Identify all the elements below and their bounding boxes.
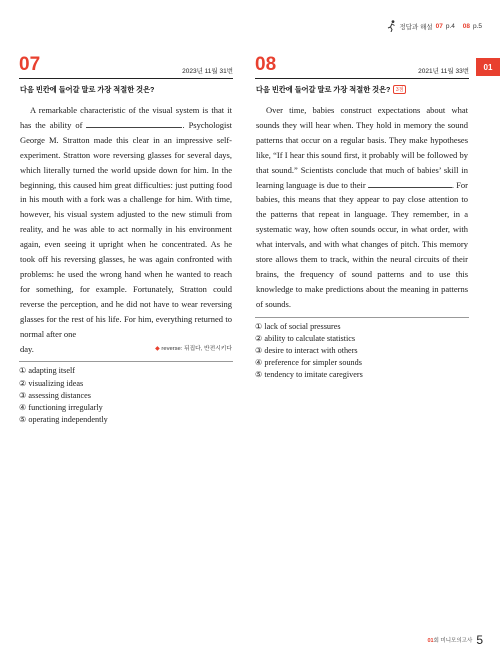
passage-line: caused him great difficulties: just putting food in his: [20, 179, 232, 205]
choice-1[interactable]: ① lack of social pressures: [255, 321, 341, 331]
passage-line: hear this sound first, it probably will be followed: [289, 149, 458, 160]
footer-brand: [427, 636, 472, 644]
passage-line: what sounds they will hear when. They hold: [256, 105, 469, 130]
passage-line: in memory the sound patterns that occur on a: [256, 119, 468, 145]
gloss-text: reverse: 뒤집다, 반전시키다: [161, 345, 232, 352]
passage-line: to track, within the neural circuits of their brains,: [256, 254, 468, 279]
passage-line: patterns that repeat in language. They remember,: [270, 209, 450, 220]
passage-line: . For babies, this: [256, 179, 469, 205]
choice-2[interactable]: ② visualizing ideas: [19, 378, 84, 388]
passage-line: in a systematic way, how often sounds occur, in: [256, 209, 468, 235]
passage-line: A remarkable characteristic of the visual system is: [30, 105, 209, 115]
passage-line: have to wear reversing glasses for the rest of his life.: [20, 298, 232, 324]
passage-line: day.: [20, 343, 34, 354]
question-08-choices: [255, 317, 469, 381]
header-page-b-num: 08: [462, 22, 470, 30]
question-08-source: 2021년 11월 33번: [418, 68, 469, 75]
question-07-passage: A remarkable characteristic of the visual system is that it has the ability of . Psychologist George M. Stratton made this clear in an impressive self-experiment. Stratton wore reversing glasses for several days, which literally turned the world upside down for him. In the beginning, this caused him great difficulties: just putting food in his mouth with a fork was a challenge for him. With time, however, his visual system adjusted to the new stimuli from reality, and he was able to act normally in his environment again, even seeing it upright when he concentrated. As he took off his reversing glasses, he was again confronted with problems: he used the wrong hand when he wanted to reach for something, for example. Fortunately, Stratton could reverse the perception, and he did not have to wear reversing glasses for the rest of his life. For him, everything returned to normal after one day. ◆ reverse: 뒤집다, 반전시키다: [20, 103, 232, 356]
choice-2[interactable]: ② ability to calculate statistics: [255, 333, 356, 343]
question-08-header: [255, 54, 469, 79]
passage-line: time, however, his visual system adjusted to the: [20, 194, 233, 220]
passage-line: means that they appear to pay close attention to the: [256, 194, 469, 220]
page-number: 5: [476, 633, 483, 647]
choice-5[interactable]: ⑤ tendency to imitate caregivers: [255, 370, 363, 380]
passage-line: by that sound.” Scientists conclude that much: [256, 149, 469, 175]
passage-line: of babies’ skill in learning language is due to: [256, 164, 469, 190]
passage-line: what order, with what intervals, and with what: [256, 224, 469, 250]
passage-line: Psychologist George M. Stratton made this clear in an: [20, 119, 233, 145]
points-badge: 3점: [393, 85, 406, 94]
page-footer: [427, 633, 483, 647]
passage-line: problems: he used the wrong hand when he wanted: [20, 268, 202, 279]
question-07-source: 2023년 11월 31번: [182, 68, 233, 75]
header-page-b-ref: p.5: [472, 22, 482, 30]
passage-line: Over time, babies construct expectations about: [266, 105, 446, 115]
choice-1[interactable]: ① adapting itself: [19, 366, 75, 376]
passage-line: to reach for something, for example. Fortunately,: [20, 268, 233, 294]
question-08-passage: [256, 103, 468, 312]
question-08-prompt-text: 다음 빈칸에 들어갈 말로 가장 적절한 것은?: [256, 85, 391, 94]
choice-4[interactable]: ④ preference for simpler sounds: [255, 357, 362, 367]
footer-brand-num: 01: [427, 638, 434, 644]
diamond-icon: ◆: [155, 345, 160, 352]
answer-blank: [368, 187, 452, 188]
choice-3[interactable]: ③ assessing distances: [19, 390, 91, 400]
question-07-choices: [19, 361, 233, 425]
last-line-with-gloss: [20, 342, 232, 357]
passage-line: normally in his environment again, even seeing it: [20, 224, 232, 250]
passage-line: that it has the ability of: [20, 105, 232, 130]
header-page-a-ref: p.4: [445, 22, 455, 30]
passage-line: mouth with a fork was a challenge for him. With: [41, 194, 213, 205]
passage-line: glasses for several days, which literally turned the: [20, 149, 232, 175]
choice-5[interactable]: ⑤ operating independently: [19, 414, 108, 424]
question-07: [19, 54, 233, 426]
passage-line: knowledge to make predictions about the meaning in: [256, 283, 439, 294]
side-tab: 01: [476, 58, 500, 76]
footer-brand-text: 회 미니모의고사: [433, 638, 473, 644]
header-label: 정답과 해설: [399, 23, 433, 31]
runner-icon: [387, 20, 396, 32]
question-08-prompt: [256, 85, 469, 95]
passage-line: regular basis. They make hypotheses like, “If I: [256, 134, 469, 160]
header-page-a-num: 07: [435, 22, 443, 30]
passage-line: the frequency of sound patterns and to use this: [284, 268, 469, 279]
passage-line: reversing glasses, he was again confronted with: [64, 254, 232, 265]
question-08-number: 08: [255, 54, 277, 75]
question-08: [255, 54, 469, 381]
passage-line: For him, everything returned to normal after one: [20, 313, 232, 339]
passage-line: world upside down for him. In the beginning, this: [20, 164, 233, 190]
passage-line: new stimuli from reality, and he was able to act: [20, 209, 232, 235]
question-07-prompt: 다음 빈칸에 들어갈 말로 가장 적절한 것은?: [20, 85, 155, 94]
vocabulary-gloss: [155, 342, 232, 357]
question-07-number: 07: [19, 54, 41, 75]
passage-line: impressive self-experiment. Stratton wore reversing: [20, 134, 232, 160]
passage-line: changes of pitch. This memory store allows them: [256, 239, 468, 265]
passage-line: patterns of sounds.: [256, 283, 469, 309]
answer-blank: [86, 127, 182, 128]
passage-line: their: [350, 179, 366, 190]
choice-4[interactable]: ④ functioning irregularly: [19, 402, 103, 412]
choice-3[interactable]: ③ desire to interact with others: [255, 345, 358, 355]
question-07-header: [19, 54, 233, 79]
passage-line: upright when he concentrated. As he took off his: [20, 239, 233, 265]
passage-line: Stratton could reverse the perception, and he did not: [20, 283, 233, 309]
page-header: [387, 20, 482, 32]
